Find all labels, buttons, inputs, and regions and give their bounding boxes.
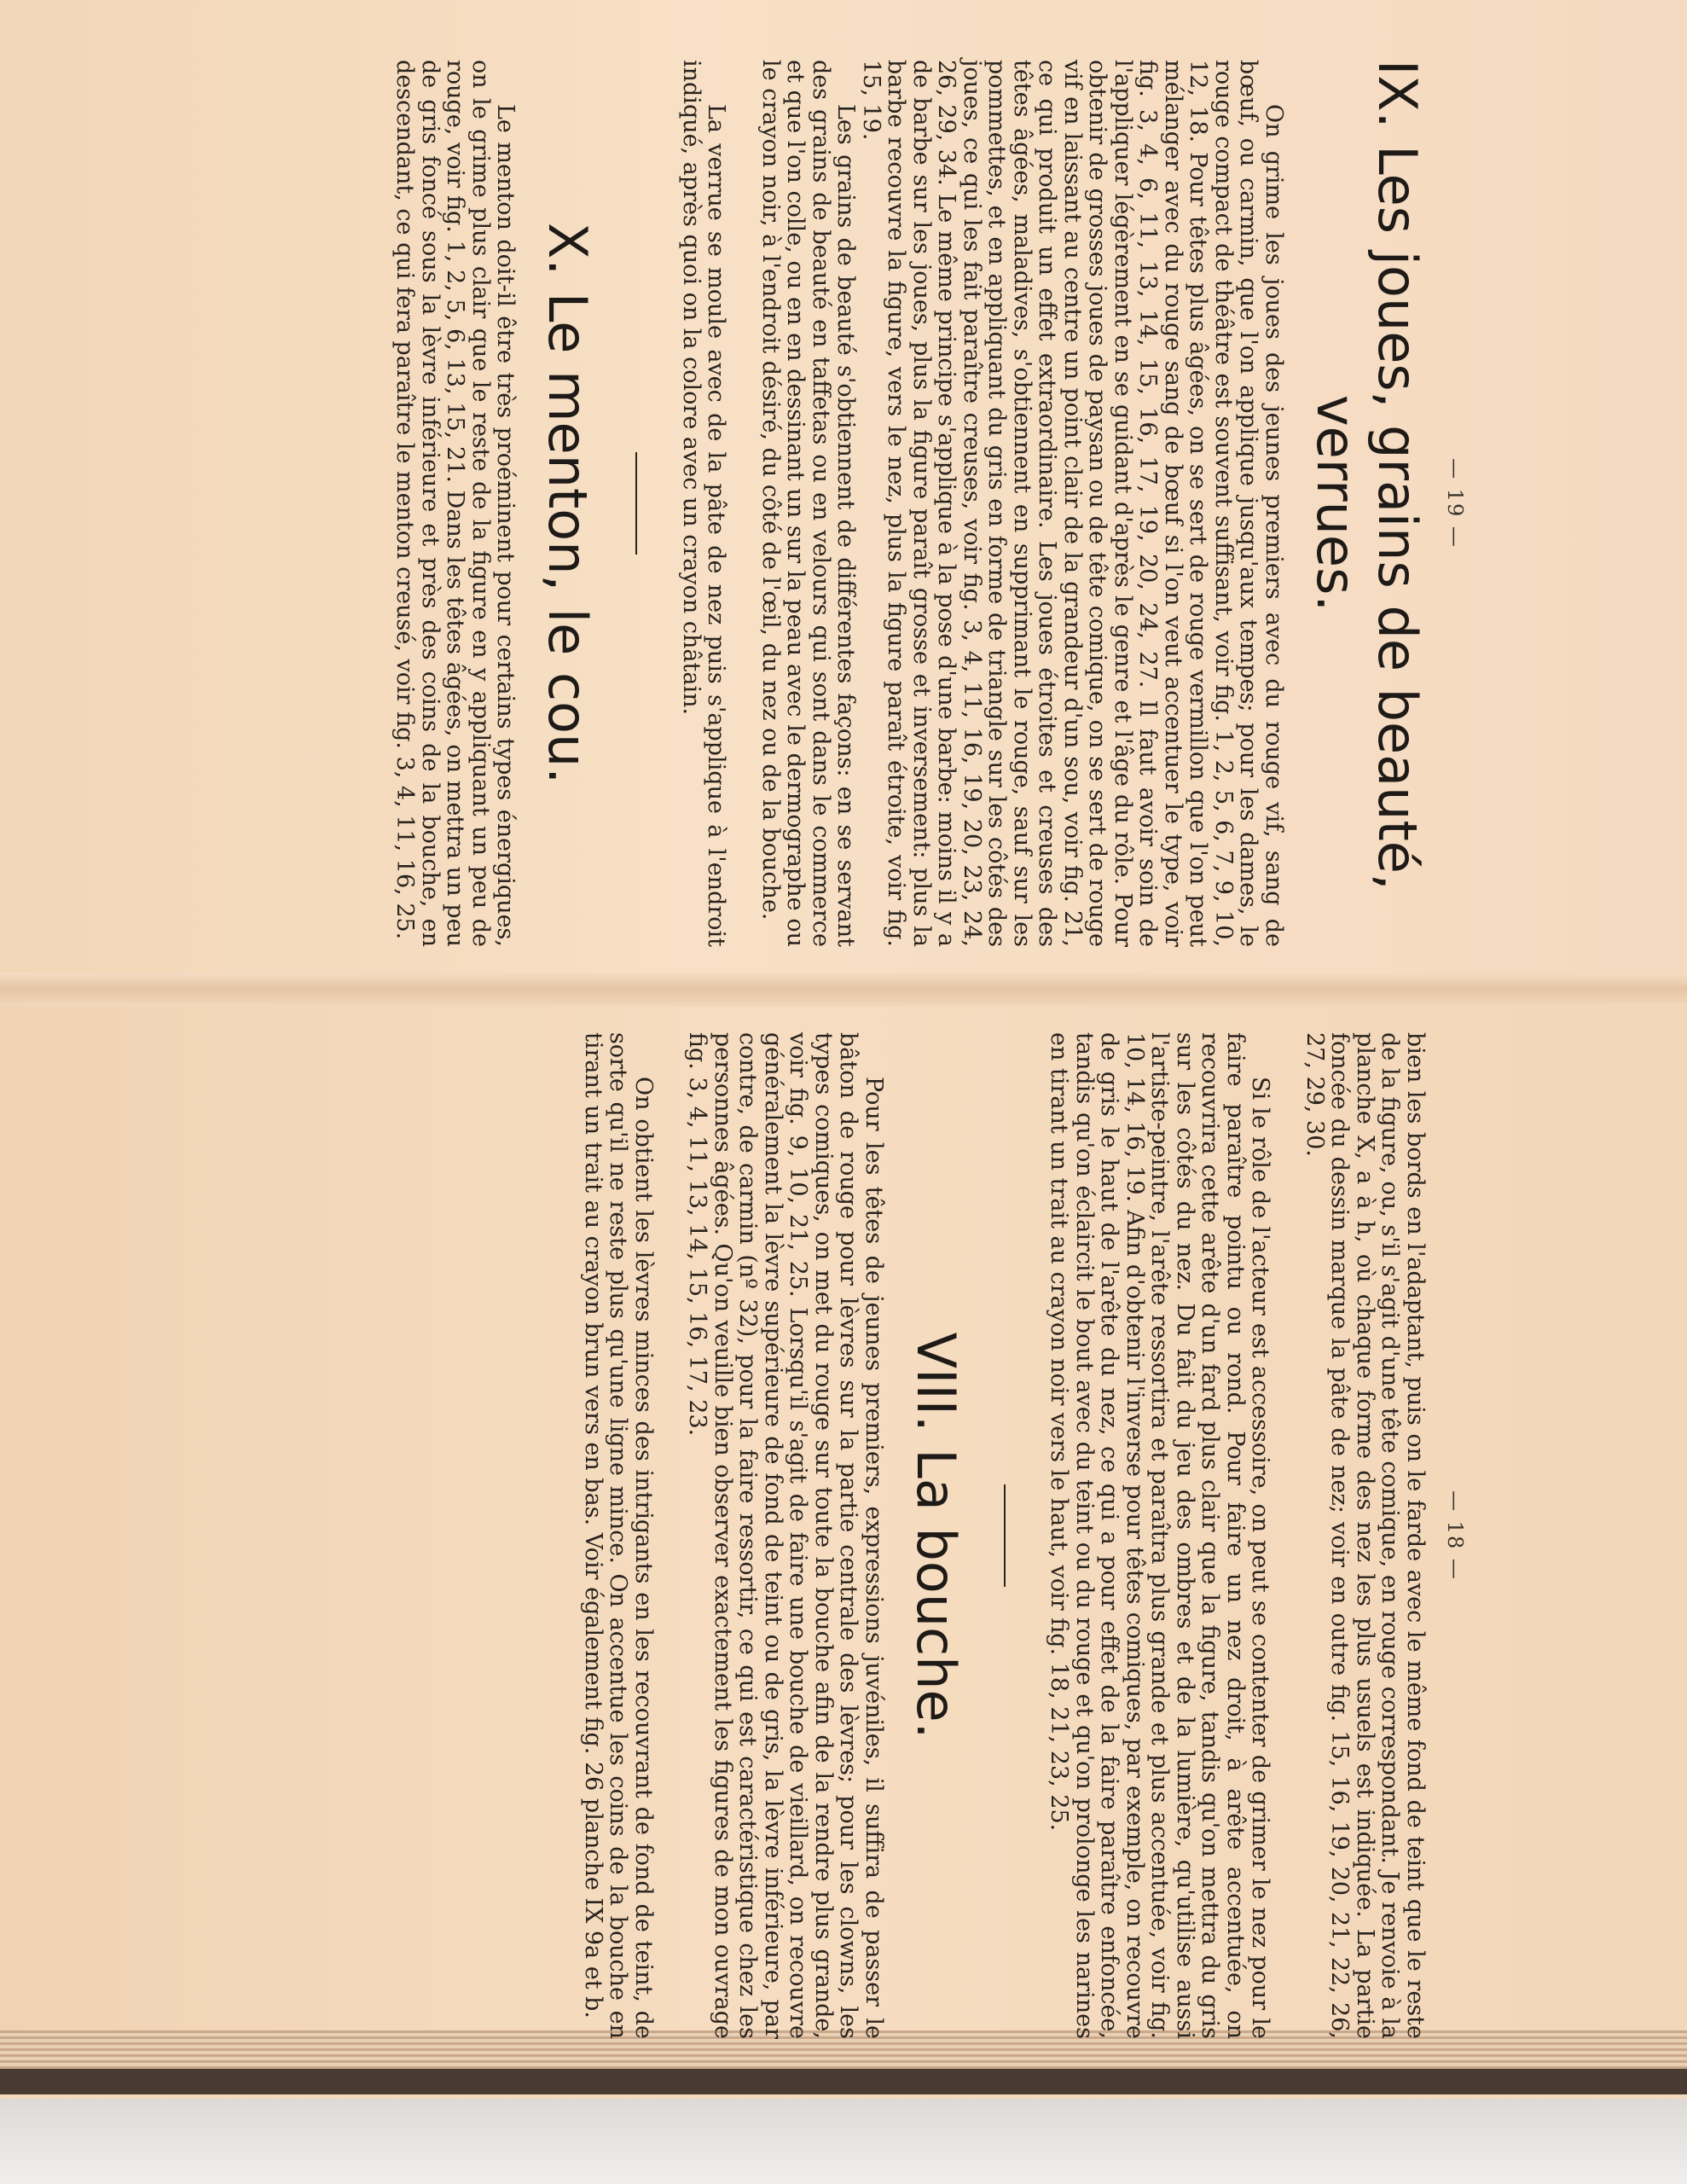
paragraph: Pour les têtes de jeunes premiers, expressions juvéniles, il suffira de passer le bâton de rouge pour lèvres sur la partie centrale des lèvres; pour les clowns, les types comiques, on met du rouge sur toute la bouche afin de la rendre plus grande, voir fig. 9, 10, 21, 25. Lorsqu'il s'agit de faire une bouche de vieillard, on recouvre généralement la lèvre supérieure de fond de teint ou de gris, la lèvre inférieure, par contre, de carmin (nº 32), pour la faire ressortir, ce qui est caractéristique chez les personnes âgées. Qu'on veuille bien observer exactement les figures de mon ouvrage fig. 3, 4, 11, 13, 14, 15, 16, 17, 23. — [684, 1032, 887, 2039]
book-gutter — [0, 973, 1687, 1007]
paragraph: Si le rôle de l'acteur est accessoire, on peut se contenter de grimer le nez pour le faire paraître pointu ou rond. Pour faire un nez droit, à arête accentuée, on recouvrira cette arête d'un fard plus clair que la figure, tandis qu'on mettra du gris sur les côtés du nez. Du fait du jeu des ombres et de la lumière, qu'utilise aussi l'artiste-peintre, l'arête ressortira et paraîtra plus grande et plus accentuée, voir fig. 10, 14, 16, 19. Afin d'obtenir l'inverse pour têtes comiques, par exemple, on recouvre de gris le haut de l'arête du nez, ce qui a pour effet de la faire paraître enfoncée, tandis qu'on éclaircit le bout avec du teint ou du rouge et qu'on prolonge les narines en tirant un trait au crayon noir vers le haut, voir fig. 18, 21, 23, 25. — [1046, 1032, 1274, 2039]
spacer — [1273, 1032, 1302, 2039]
section-heading-ix — [1305, 60, 1428, 947]
section-divider — [1004, 1484, 1006, 1587]
paragraph: On obtient les lèvres minces des intrigants en les recouvrant de fond de teint, de sorte qu'il ne reste plus qu'une ligne mince. On accentue les coins de la bouche en tirant un trait au crayon brun vers en bas. Voir également fig. 26 planche IX 9a et b. — [580, 1032, 657, 2039]
page-number: — 18 — — [1443, 1490, 1467, 1581]
paragraph: Les grains de beauté s'obtiennent de différentes façons: en se servant des grains de beauté en taffetas ou en velours qui sont dans le commerce et que l'on colle, ou en en dessinant un sur la peau avec le dermographe ou le crayon noir, à l'endroit désiré, du côté de l'œil, du nez ou de la bouche. — [757, 60, 860, 947]
spacer — [656, 1032, 685, 2039]
page-18 — [581, 1032, 1468, 2039]
section-heading-x: X. Le menton, le cou. — [536, 222, 600, 785]
paragraph: La verrue se moule avec de la pâte de nez puis s'applique à l'endroit indiqué, après quoi on la colore avec un crayon châtain. — [678, 60, 730, 947]
page-number: — 19 — — [1443, 458, 1467, 549]
section-divider — [636, 452, 638, 555]
paragraph: On grime les joues des jeunes premiers avec du rouge vif, sang de bœuf, ou carmin, que l'on applique jusqu'aux tempes; pour les dames, le rouge compact de théâtre est souvent suffisant, voir fig. 1, 2, 5, 6, 7, 9, 10, 12, 18. Pour têtes plus âgées, on se sert de rouge vermillon que l'on peut mélanger avec du rouge sang de bœuf si l'on veut accentuer le type, voir fig. 3, 4, 6, 11, 13, 14, 15, 16, 17, 19, 20, 24, 27. Il faut avoir soin de l'appliquer légèrement en se guidant d'après le genre et l'âge du rôle. Pour obtenir de grosses joues de paysan ou de tête comique, on se sert de rouge vif en laissant au centre un point clair de la grandeur d'un sou, voir fig. 21, ce qui produit un effet extraordinaire. Les joues étroites et creuses des têtes âgées, maladives, s'obtiennent en supprimant le rouge, sauf sur les pommettes, et en appliquant du gris en forme de triangle sur les côtés des joues, ce qui les fait paraître creuses, voir fig. 3, 4, 11, 16, 19, 20, 23, 24, 26, 29, 34. Le même principe s'applique à la pose d'une barbe: moins il y a de barbe sur les joues, plus la figure paraît grosse et inversement: plus la barbe recouvre la figure, vers le nez, plus la figure paraît étroite, voir fig. 15, 19. — [858, 60, 1287, 947]
page-19 — [392, 60, 1467, 947]
spacer — [729, 60, 758, 947]
heading-line-1: IX. Les joues, grains de beauté, — [1366, 60, 1429, 891]
paragraph: Le menton doit-il être très proéminent pour certains types énergiques, on le grime plus clair que le reste de la figure en y appliquant un peu de rouge, voir fig. 1, 2, 5, 6, 13, 15, 21. Dans les têtes âgées, on mettra un peu de gris foncé sous la lèvre inférieure et près des coins de la bouche, en descendant, ce qui fera paraître le menton creusé, voir fig. 3, 4, 11, 16, 25. — [391, 60, 519, 947]
heading-line-2: verrues. — [1305, 394, 1367, 613]
section-heading-viii: VIII. La bouche. — [905, 1332, 967, 1740]
book-cover-edge — [0, 2069, 1687, 2094]
paragraph: bien les bords en l'adaptant, puis on le farde avec le même fond de teint que le reste de la figure, ou, s'il s'agit d'une tête comique, en rouge correspondant. Je renvoie à la planche X, a à h, où chaque forme des nez les plus usuels est indiquée. La partie foncée du dessin marque la pâte de nez; voir en outre fig. 15, 16, 19, 20, 21, 22, 26, 27, 29, 30. — [1301, 1032, 1429, 2039]
